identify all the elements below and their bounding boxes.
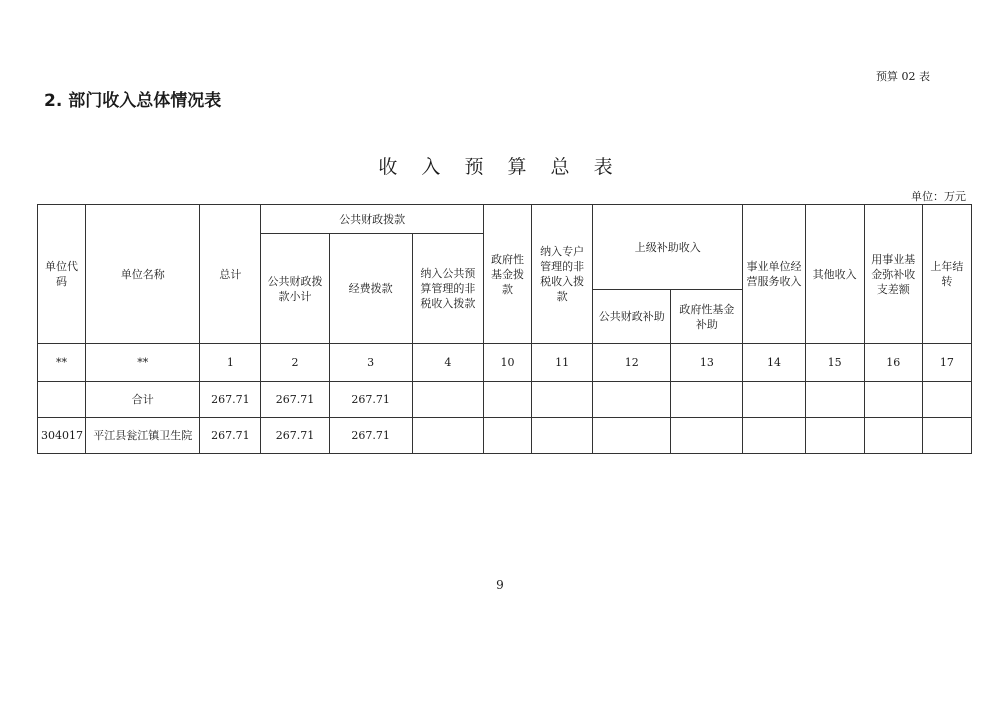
header-expense-allocation: 经费拨款: [329, 234, 412, 344]
page-number: 9: [496, 578, 504, 592]
index-cell: 3: [329, 344, 412, 382]
table-title: 收 入 预 算 总 表: [378, 156, 622, 178]
table-row-total: [38, 382, 972, 418]
index-cell: **: [86, 344, 200, 382]
header-gov-fund: 政府性基金拨款: [483, 205, 531, 344]
table-row: [38, 418, 972, 454]
header-superior-subsidy: 上级补助收入: [593, 205, 743, 290]
header-unit-code: 单位代码: [38, 205, 86, 344]
cell-empty: [864, 418, 922, 454]
unit-label: 单位：万元: [911, 190, 966, 203]
cell-empty: [922, 382, 971, 418]
cell-empty: [593, 418, 671, 454]
cell-name: 平江县瓮江镇卫生院: [86, 418, 200, 454]
cell-name: 合计: [86, 382, 200, 418]
header-nontax-income: 纳入公共预算管理的非税收入拨款: [412, 234, 483, 344]
header-row-1: [38, 205, 972, 234]
cell-empty: [412, 382, 483, 418]
cell-empty: [864, 382, 922, 418]
index-cell: 14: [743, 344, 805, 382]
index-cell: 15: [805, 344, 864, 382]
cell-total: 267.71: [200, 418, 261, 454]
header-special-nontax: 纳入专户管理的非税收入拨款: [532, 205, 593, 344]
cell-expense: 267.71: [329, 418, 412, 454]
cell-empty: [671, 382, 743, 418]
header-total: 总计: [200, 205, 261, 344]
cell-code: 304017: [38, 418, 86, 454]
index-cell: **: [38, 344, 86, 382]
cell-empty: [483, 382, 531, 418]
index-cell: 16: [864, 344, 922, 382]
cell-empty: [671, 418, 743, 454]
cell-empty: [593, 382, 671, 418]
index-cell: 4: [412, 344, 483, 382]
index-cell: 2: [261, 344, 329, 382]
cell-subtotal: 267.71: [261, 418, 329, 454]
index-cell: 11: [532, 344, 593, 382]
cell-expense: 267.71: [329, 382, 412, 418]
cell-empty: [532, 382, 593, 418]
header-unit-name: 单位名称: [86, 205, 200, 344]
index-cell: 13: [671, 344, 743, 382]
index-cell: 1: [200, 344, 261, 382]
header-fund-balance: 用事业基金弥补收支差额: [864, 205, 922, 344]
cell-empty: [805, 382, 864, 418]
index-cell: 17: [922, 344, 971, 382]
header-public-finance-subsidy: 公共财政补助: [593, 290, 671, 344]
cell-empty: [743, 418, 805, 454]
index-row: [38, 344, 972, 382]
cell-empty: [483, 418, 531, 454]
index-cell: 10: [483, 344, 531, 382]
section-title: 2. 部门收入总体情况表: [44, 91, 222, 111]
form-code: 预算 02 表: [876, 70, 930, 83]
header-carryover: 上年结转: [922, 205, 971, 344]
cell-empty: [532, 418, 593, 454]
cell-total: 267.71: [200, 382, 261, 418]
cell-subtotal: 267.71: [261, 382, 329, 418]
cell-empty: [412, 418, 483, 454]
cell-empty: [922, 418, 971, 454]
header-public-finance-subtotal: 公共财政拨款小计: [261, 234, 329, 344]
index-cell: 12: [593, 344, 671, 382]
cell-empty: [743, 382, 805, 418]
cell-code: [38, 382, 86, 418]
income-budget-table: [37, 204, 972, 454]
header-business-income: 事业单位经营服务收入: [743, 205, 805, 344]
header-other-income: 其他收入: [805, 205, 864, 344]
header-public-finance: 公共财政拨款: [261, 205, 483, 234]
cell-empty: [805, 418, 864, 454]
header-gov-fund-subsidy: 政府性基金补助: [671, 290, 743, 344]
